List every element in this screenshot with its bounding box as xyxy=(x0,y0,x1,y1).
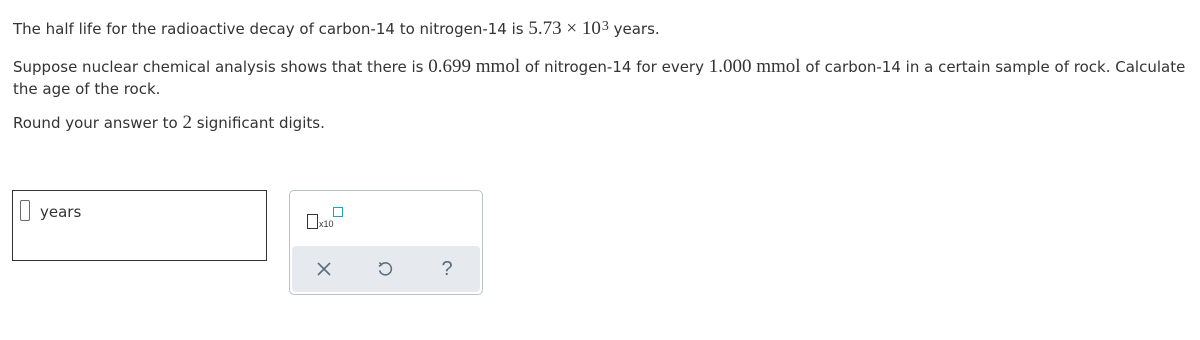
significant-digits: 2 xyxy=(182,112,192,133)
half-life-value: 5.73 × 10 xyxy=(528,18,601,39)
math-tool-panel xyxy=(289,190,483,295)
question-half-life xyxy=(13,18,660,42)
clear-button[interactable] xyxy=(312,257,336,281)
analysis-text-2: of nitrogen-14 for every xyxy=(520,58,709,76)
half-life-text: The half life for the radioactive decay of carbon-14 to nitrogen-14 is xyxy=(13,20,529,38)
carbon-unit: mmol xyxy=(751,56,801,77)
answer-unit: years xyxy=(40,203,82,221)
tool-button-row xyxy=(292,246,480,292)
sci-exponent-box xyxy=(333,207,343,217)
half-life-exponent: 3 xyxy=(601,19,609,34)
answer-box xyxy=(12,190,267,261)
help-button[interactable] xyxy=(435,257,459,281)
analysis-text-3: of carbon-14 in a certain sample of rock. Calculate the age of the rock. xyxy=(13,58,1186,98)
sci-base-box xyxy=(307,214,318,229)
undo-icon xyxy=(377,261,393,277)
help-icon: ? xyxy=(441,258,453,280)
analysis-text-1: Suppose nuclear chemical analysis shows that there is xyxy=(13,58,429,76)
carbon-amount: 1.000 xyxy=(708,56,752,77)
nitrogen-unit: mmol xyxy=(471,56,521,77)
half-life-unit: years. xyxy=(608,20,660,38)
undo-button[interactable] xyxy=(373,257,397,281)
sci-x10-label: x10 xyxy=(319,219,334,229)
nitrogen-amount: 0.699 xyxy=(428,56,472,77)
rounding-instruction xyxy=(13,112,325,134)
rounding-text-2: significant digits. xyxy=(192,114,325,132)
scientific-notation-button[interactable] xyxy=(307,207,343,235)
question-analysis xyxy=(13,56,1188,100)
answer-input[interactable] xyxy=(20,200,30,221)
x-icon xyxy=(317,262,331,276)
rounding-text-1: Round your answer to xyxy=(13,114,183,132)
